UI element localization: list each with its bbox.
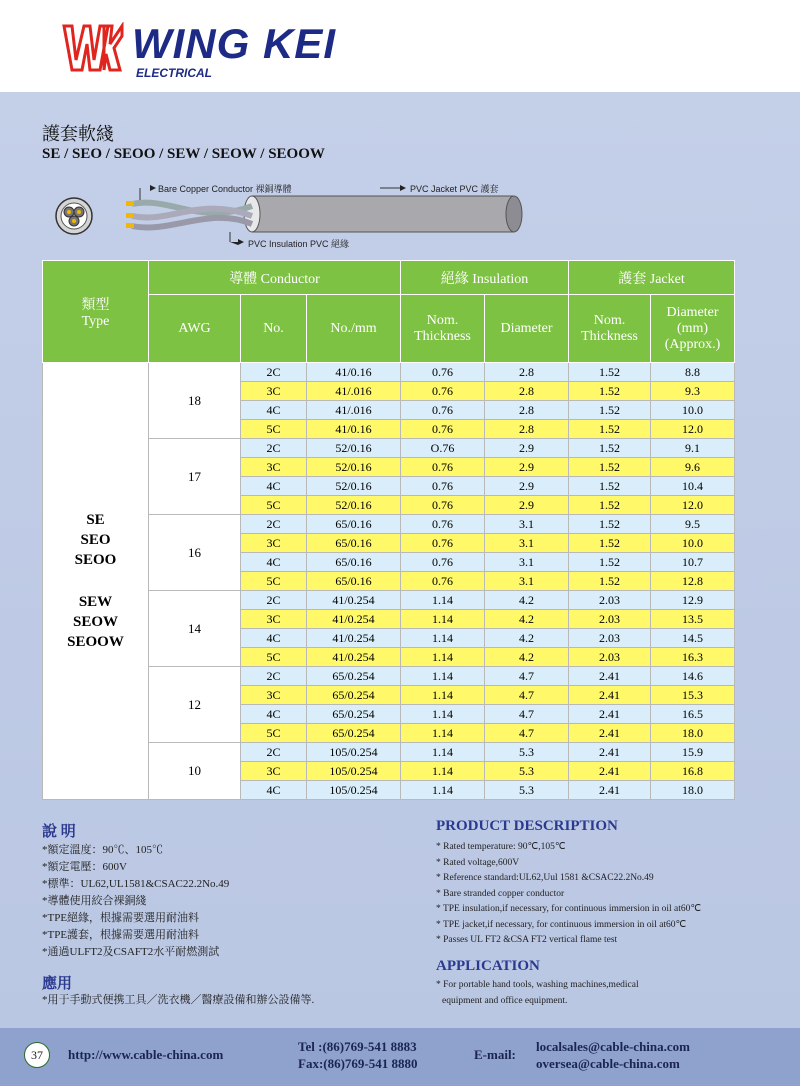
cell-jacket-diameter: 16.3 — [651, 648, 735, 667]
cell-jacket-diameter: 12.0 — [651, 420, 735, 439]
cell-jacket-diameter: 10.7 — [651, 553, 735, 572]
cell-strands: 41/0.16 — [307, 420, 401, 439]
cell-cores: 3C — [241, 610, 307, 629]
type-label: SEW — [78, 594, 113, 610]
cell-strands: 41/.016 — [307, 401, 401, 420]
header — [0, 0, 800, 92]
desc-cn-item: *導體使用絞合裸銅綫 — [42, 895, 147, 907]
desc-en-item: * Rated temperature: 90℃,105℃ — [436, 842, 566, 852]
cell-ins-diameter: 5.3 — [485, 762, 569, 781]
cell-jacket-thickness: 2.41 — [569, 762, 651, 781]
cell-jacket-diameter: 9.3 — [651, 382, 735, 401]
cell-ins-diameter: 4.2 — [485, 629, 569, 648]
cell-cores: 5C — [241, 496, 307, 515]
app-en-line1: * For portable hand tools, washing machines,medical — [436, 980, 639, 990]
cell-cores: 3C — [241, 458, 307, 477]
cell-cores: 4C — [241, 477, 307, 496]
cell-ins-thickness: 1.14 — [401, 705, 485, 724]
cell-strands: 52/0.16 — [307, 439, 401, 458]
cell-ins-diameter: 2.8 — [485, 401, 569, 420]
desc-cn-list — [42, 842, 229, 961]
app-en-line2: equipment and office equipment. — [442, 995, 568, 1006]
cell-strands: 65/0.254 — [307, 667, 401, 686]
cell-jacket-diameter: 9.1 — [651, 439, 735, 458]
cell-ins-diameter: 4.2 — [485, 610, 569, 629]
cell-ins-thickness: 1.14 — [401, 591, 485, 610]
cell-jacket-thickness: 1.52 — [569, 553, 651, 572]
footer-tel: Tel :(86)769-541 8883 — [298, 1039, 417, 1054]
desc-en-item: * TPE jacket,if necessary, for continuous immersion in oil at60℃ — [436, 919, 687, 930]
cell-ins-thickness: 1.14 — [401, 667, 485, 686]
header-jacket-diameter-line2: (mm) — [676, 320, 709, 336]
cell-cores: 2C — [241, 439, 307, 458]
type-label: SEOOW — [67, 634, 124, 650]
awg-cell: 12 — [149, 667, 241, 743]
desc-en-item: * Bare stranded copper conductor — [436, 888, 565, 899]
type-label: SEOO — [74, 552, 117, 568]
cell-ins-diameter: 3.1 — [485, 553, 569, 572]
cell-jacket-thickness: 1.52 — [569, 458, 651, 477]
cell-ins-diameter: 2.9 — [485, 439, 569, 458]
cell-ins-diameter: 4.7 — [485, 724, 569, 743]
cell-jacket-thickness: 2.41 — [569, 743, 651, 762]
header-nomm: No./mm — [307, 295, 401, 363]
cell-ins-thickness: 0.76 — [401, 553, 485, 572]
product-title-cn: 護套軟綫 — [42, 124, 114, 144]
type-spacer — [43, 570, 148, 592]
desc-en-item: * Reference standard:UL62,Uul 1581 &CSAC22.2No.49 — [436, 873, 654, 883]
cell-strands: 105/0.254 — [307, 781, 401, 800]
cell-jacket-thickness: 2.41 — [569, 724, 651, 743]
cell-jacket-thickness: 2.41 — [569, 781, 651, 800]
header-awg: AWG — [149, 295, 241, 363]
header-no: No. — [241, 295, 307, 363]
header-jacket-thickness — [569, 295, 651, 363]
cell-strands: 41/0.16 — [307, 363, 401, 382]
cell-ins-thickness: 0.76 — [401, 572, 485, 591]
cell-jacket-thickness: 2.41 — [569, 686, 651, 705]
awg-cell: 10 — [149, 743, 241, 800]
label-conductor: Bare Copper Conductor 裸銅導體 — [158, 184, 292, 194]
footer-url-link[interactable]: http://www.cable-china.com — [68, 1047, 224, 1062]
cell-jacket-thickness: 2.03 — [569, 629, 651, 648]
header-jacket-diameter — [651, 295, 735, 363]
header-conductor: 導體 Conductor — [149, 261, 401, 295]
app-en-title: APPLICATION — [436, 958, 540, 974]
cell-jacket-thickness: 2.03 — [569, 591, 651, 610]
header-jacket-diameter-line3: (Approx.) — [664, 336, 721, 352]
spec-table-body — [43, 363, 735, 800]
cell-jacket-diameter: 16.5 — [651, 705, 735, 724]
desc-en-title: PRODUCT DESCRIPTION — [436, 818, 618, 834]
type-cell — [43, 363, 149, 800]
cell-jacket-thickness: 1.52 — [569, 477, 651, 496]
cell-ins-thickness: 1.14 — [401, 686, 485, 705]
cell-strands: 41/.016 — [307, 382, 401, 401]
cell-jacket-thickness: 1.52 — [569, 572, 651, 591]
cell-ins-thickness: 0.76 — [401, 534, 485, 553]
awg-cell: 17 — [149, 439, 241, 515]
cell-cores: 5C — [241, 572, 307, 591]
cell-jacket-diameter: 18.0 — [651, 724, 735, 743]
cell-cores: 3C — [241, 534, 307, 553]
desc-cn-item: *額定電壓：600V — [42, 861, 127, 873]
cell-jacket-diameter: 15.9 — [651, 743, 735, 762]
cell-ins-diameter: 2.8 — [485, 382, 569, 401]
type-label: SEOW — [72, 614, 118, 630]
awg-cell: 18 — [149, 363, 241, 439]
header-jacket: 護套 Jacket — [569, 261, 735, 295]
cell-jacket-thickness: 2.03 — [569, 610, 651, 629]
cell-ins-thickness: 0.76 — [401, 458, 485, 477]
cell-cores: 3C — [241, 762, 307, 781]
cell-strands: 65/0.254 — [307, 686, 401, 705]
desc-cn-title: 說 明 — [42, 824, 76, 840]
cell-jacket-diameter: 14.5 — [651, 629, 735, 648]
cell-ins-thickness: 0.76 — [401, 420, 485, 439]
footer-email-local-link[interactable]: localsales@cable-china.com — [536, 1039, 690, 1054]
header-ins-diameter: Diameter — [485, 295, 569, 363]
cell-ins-diameter: 2.8 — [485, 420, 569, 439]
cell-strands: 65/0.16 — [307, 572, 401, 591]
cell-cores: 3C — [241, 686, 307, 705]
cell-ins-thickness: 1.14 — [401, 648, 485, 667]
cell-cores: 2C — [241, 743, 307, 762]
cell-ins-thickness: 1.14 — [401, 629, 485, 648]
header-jacket-thickness-line2: Thickness — [581, 328, 638, 344]
cell-ins-thickness: O.76 — [401, 439, 485, 458]
spec-table — [42, 260, 735, 800]
cell-ins-diameter: 2.9 — [485, 458, 569, 477]
cell-ins-diameter: 2.8 — [485, 363, 569, 382]
cell-cores: 5C — [241, 724, 307, 743]
cell-ins-diameter: 4.7 — [485, 705, 569, 724]
cell-ins-thickness: 0.76 — [401, 363, 485, 382]
footer-email-label: E-mail: — [474, 1047, 516, 1062]
cell-ins-diameter: 5.3 — [485, 781, 569, 800]
cell-ins-diameter: 5.3 — [485, 743, 569, 762]
cell-cores: 4C — [241, 781, 307, 800]
cell-cores: 2C — [241, 591, 307, 610]
cell-strands: 105/0.254 — [307, 743, 401, 762]
product-title-en: SE / SEO / SEOO / SEW / SEOW / SEOOW — [42, 146, 325, 162]
cell-ins-diameter: 2.9 — [485, 496, 569, 515]
cell-jacket-thickness: 1.52 — [569, 363, 651, 382]
cell-jacket-thickness: 1.52 — [569, 515, 651, 534]
cell-jacket-thickness: 2.41 — [569, 667, 651, 686]
cell-strands: 52/0.16 — [307, 458, 401, 477]
cell-jacket-thickness: 1.52 — [569, 382, 651, 401]
label-insulation: PVC Insulation PVC 絕緣 — [248, 239, 350, 249]
cell-strands: 65/0.16 — [307, 553, 401, 572]
cell-ins-diameter: 3.1 — [485, 534, 569, 553]
cell-strands: 65/0.16 — [307, 534, 401, 553]
cell-ins-thickness: 1.14 — [401, 762, 485, 781]
desc-en-item: * TPE insulation,if necessary, for continuous immersion in oil at60℃ — [436, 904, 702, 914]
table-row — [43, 363, 735, 382]
desc-cn-item: *標準：UL62,UL1581&CSAC22.2No.49 — [42, 878, 230, 890]
cell-jacket-diameter: 8.8 — [651, 363, 735, 382]
label-jacket: PVC Jacket PVC 護套 — [410, 184, 499, 194]
cell-ins-thickness: 1.14 — [401, 610, 485, 629]
cell-jacket-thickness: 1.52 — [569, 439, 651, 458]
cell-strands: 65/0.254 — [307, 705, 401, 724]
cell-ins-thickness: 1.14 — [401, 781, 485, 800]
cell-jacket-diameter: 15.3 — [651, 686, 735, 705]
cell-cores: 4C — [241, 629, 307, 648]
cell-jacket-diameter: 12.8 — [651, 572, 735, 591]
header-ins-thickness — [401, 295, 485, 363]
cell-jacket-diameter: 13.5 — [651, 610, 735, 629]
desc-cn-item: *TPE絕緣，根據需要選用耐油料 — [42, 912, 200, 924]
header-jacket-thickness-line1: Nom. — [593, 312, 626, 328]
brand-name: WING KEI — [132, 20, 336, 67]
app-cn-text: *用于手動式便携工具／洗衣機／醫療設備和辦公設備等. — [42, 994, 315, 1006]
cell-jacket-diameter: 10.4 — [651, 477, 735, 496]
app-cn-title: 應用 — [42, 976, 73, 992]
cell-strands: 41/0.254 — [307, 648, 401, 667]
awg-cell: 14 — [149, 591, 241, 667]
brand-subtitle: ELECTRICAL — [136, 66, 212, 80]
app-en-text — [436, 978, 639, 1009]
cell-ins-diameter: 4.2 — [485, 591, 569, 610]
cell-ins-thickness: 0.76 — [401, 477, 485, 496]
header-type — [43, 261, 149, 363]
cell-ins-diameter: 4.7 — [485, 686, 569, 705]
page-number: 37 — [24, 1042, 50, 1068]
cell-jacket-diameter: 14.6 — [651, 667, 735, 686]
cell-ins-diameter: 3.1 — [485, 515, 569, 534]
header-insulation: 絕緣 Insulation — [401, 261, 569, 295]
header-jacket-diameter-line1: Diameter — [666, 304, 719, 320]
cell-jacket-thickness: 1.52 — [569, 496, 651, 515]
cell-ins-diameter: 2.9 — [485, 477, 569, 496]
cell-strands: 41/0.254 — [307, 591, 401, 610]
cell-jacket-diameter: 18.0 — [651, 781, 735, 800]
cell-strands: 41/0.254 — [307, 629, 401, 648]
cell-jacket-thickness: 2.41 — [569, 705, 651, 724]
header-ins-thickness-line1: Nom. — [426, 312, 459, 328]
cell-jacket-diameter: 10.0 — [651, 534, 735, 553]
cell-cores: 4C — [241, 401, 307, 420]
cell-strands: 105/0.254 — [307, 762, 401, 781]
cell-cores: 3C — [241, 382, 307, 401]
cell-jacket-thickness: 1.52 — [569, 534, 651, 553]
footer-email-oversea-link[interactable]: oversea@cable-china.com — [536, 1056, 680, 1071]
cell-cores: 4C — [241, 553, 307, 572]
header-type-cn: 類型 — [81, 297, 110, 313]
desc-en-item: * Rated voltage,600V — [436, 857, 520, 868]
cell-ins-thickness: 1.14 — [401, 743, 485, 762]
cell-strands: 52/0.16 — [307, 477, 401, 496]
cell-ins-thickness: 1.14 — [401, 724, 485, 743]
cell-cores: 5C — [241, 420, 307, 439]
cell-jacket-diameter: 12.0 — [651, 496, 735, 515]
header-ins-thickness-line2: Thickness — [414, 328, 471, 344]
logo-mark-icon — [60, 22, 124, 74]
type-label: SE — [86, 512, 105, 528]
cell-cores: 2C — [241, 363, 307, 382]
header-type-en: Type — [81, 313, 110, 329]
cell-ins-diameter: 3.1 — [485, 572, 569, 591]
cell-ins-thickness: 0.76 — [401, 401, 485, 420]
cell-jacket-thickness: 1.52 — [569, 401, 651, 420]
awg-cell: 16 — [149, 515, 241, 591]
cell-ins-thickness: 0.76 — [401, 515, 485, 534]
cell-ins-diameter: 4.2 — [485, 648, 569, 667]
cell-ins-thickness: 0.76 — [401, 496, 485, 515]
cell-cores: 2C — [241, 515, 307, 534]
cell-jacket-diameter: 9.6 — [651, 458, 735, 477]
footer-fax: Fax:(86)769-541 8880 — [298, 1056, 418, 1071]
cell-strands: 65/0.254 — [307, 724, 401, 743]
cell-cores: 4C — [241, 705, 307, 724]
cell-jacket-diameter: 16.8 — [651, 762, 735, 781]
cell-ins-diameter: 4.7 — [485, 667, 569, 686]
cell-cores: 5C — [241, 648, 307, 667]
cell-jacket-diameter: 9.5 — [651, 515, 735, 534]
desc-cn-item: *額定溫度：90℃、105℃ — [42, 844, 163, 856]
cell-cores: 2C — [241, 667, 307, 686]
cell-jacket-thickness: 2.03 — [569, 648, 651, 667]
cell-strands: 65/0.16 — [307, 515, 401, 534]
cell-ins-thickness: 0.76 — [401, 382, 485, 401]
cell-strands: 52/0.16 — [307, 496, 401, 515]
cell-jacket-diameter: 12.9 — [651, 591, 735, 610]
desc-cn-item: *TPE護套，根據需要選用耐油料 — [42, 929, 200, 941]
cell-strands: 41/0.254 — [307, 610, 401, 629]
desc-en-item: * Passes UL FT2 &CSA FT2 vertical flame test — [436, 935, 618, 945]
desc-en-list — [436, 840, 701, 949]
type-label: SEO — [80, 532, 111, 548]
cell-jacket-thickness: 1.52 — [569, 420, 651, 439]
desc-cn-item: *通過ULFT2及CSAFT2水平耐燃測試 — [42, 946, 220, 958]
cell-jacket-diameter: 10.0 — [651, 401, 735, 420]
